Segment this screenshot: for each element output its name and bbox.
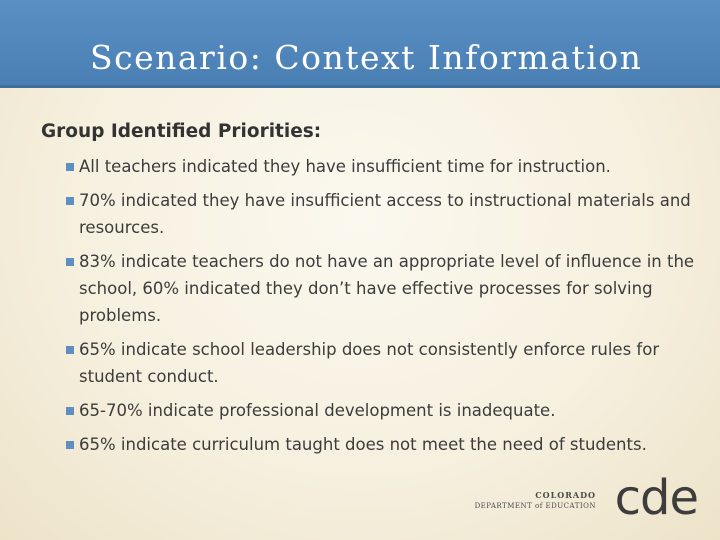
logo-mark: cde — [614, 470, 698, 526]
logo-department-name: DEPARTMENT of EDUCATION — [474, 502, 596, 510]
bullet-item — [41, 187, 706, 241]
bullet-text: All teachers indicated they have insufficient time for instruction. — [79, 157, 611, 176]
square-bullet-icon — [66, 197, 74, 205]
title-bar — [0, 0, 720, 88]
bullet-item — [41, 153, 706, 180]
content-area — [41, 120, 706, 465]
bullet-item — [41, 431, 706, 458]
cde-logo — [474, 470, 698, 526]
bullet-text: 65% indicate curriculum taught does not meet the need of students. — [79, 435, 647, 454]
bullet-text: 83% indicate teachers do not have an appropriate level of influence in the school, 60% indicated they don’t have effective processes for solving problems. — [79, 252, 695, 325]
bullet-item — [41, 248, 706, 329]
page-title: Scenario: Context Information — [90, 38, 643, 77]
bullet-text: 65% indicate school leadership does not consistently enforce rules for student conduct. — [79, 340, 660, 386]
bullet-text: 70% indicated they have insufficient access to instructional materials and resources. — [79, 191, 691, 237]
square-bullet-icon — [66, 407, 74, 415]
section-heading: Group Identified Priorities: — [41, 121, 322, 142]
square-bullet-icon — [66, 346, 74, 354]
logo-state-name: COLORADO — [535, 490, 596, 500]
bullet-list — [41, 153, 706, 458]
square-bullet-icon — [66, 258, 74, 266]
bullet-text: 65-70% indicate professional development is inadequate. — [79, 401, 556, 420]
bullet-item — [41, 336, 706, 390]
bullet-item — [41, 397, 706, 424]
logo-text — [475, 490, 596, 512]
square-bullet-icon — [66, 441, 74, 449]
square-bullet-icon — [66, 163, 74, 171]
